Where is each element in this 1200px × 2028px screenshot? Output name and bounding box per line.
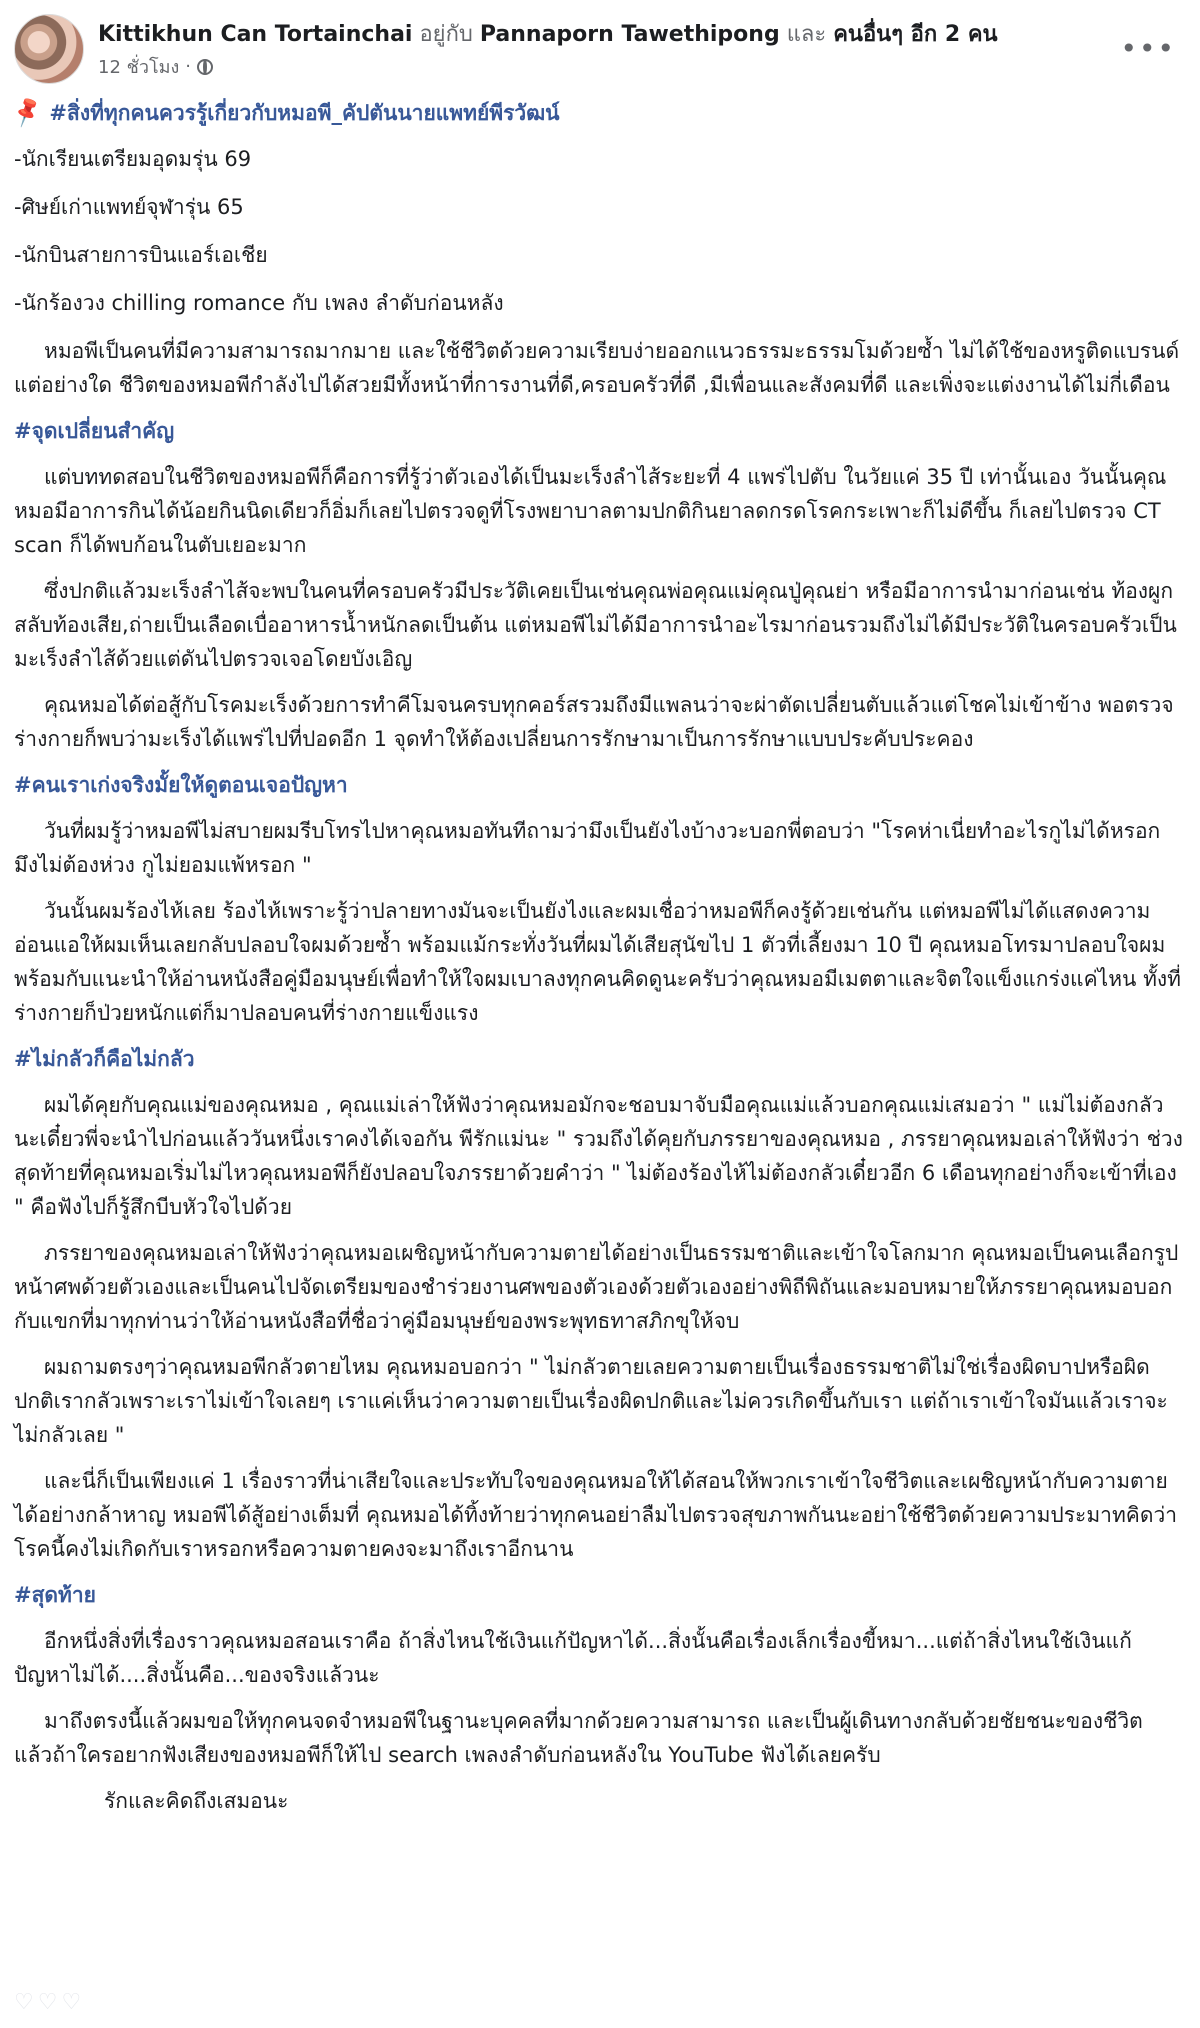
white-heart-icon: ♡ bbox=[14, 1990, 34, 2015]
paragraph: อีกหนึ่งสิ่งที่เรื่องราวคุณหมอสอนเราคือ ถ้าสิ่งไหนใช้เงินแก้ปัญหาได้...สิ่งนั้นคือเรื่องเล็กเรื่องขี้หมา...แต่ถ้าสิ่งไหนใช้เงินแก้ปัญหาไม่ได้....สิ่งนั้นคือ...ของจริงแล้วนะ bbox=[14, 1629, 1132, 1687]
pushpin-icon: 📌 bbox=[9, 95, 46, 130]
bullet-item: -นักร้องวง chilling romance กับ เพลง ลำดับก่อนหลัง bbox=[14, 291, 504, 315]
title-hashtag[interactable]: #สิ่งที่ทุกคนควรรู้เกี่ยวกับหมอพี_คัปตันนายแพทย์พีรวัฒน์ bbox=[49, 101, 560, 125]
tagged-name[interactable]: Pannaporn Tawethipong bbox=[479, 22, 780, 47]
intro-paragraph: หมอพีเป็นคนที่มีความสามารถมากมาย และใช้ชีวิตด้วยความเรียบง่ายออกแนวธรรมะธรรมโมด้วยซ้ำ ไม่ได้ใช้ของหรูติดแบรนด์แต่อย่างใด ชีวิตของหมอพีกำลังไปได้สวยมีทั้งหน้าที่การงานที่ดี,ครอบครัวที่ดี ,มีเพื่อนและสังคมที่ดี และเพิ่งจะแต่งงานได้ไม่กี่เดือน bbox=[14, 339, 1180, 397]
others-link[interactable]: คนอื่นๆ อีก 2 คน bbox=[833, 22, 998, 47]
white-heart-icon: ♡ bbox=[37, 1990, 58, 2015]
hashtag-turning-point[interactable]: #จุดเปลี่ยนสำคัญ bbox=[14, 419, 175, 443]
white-heart-icon: ♡ bbox=[61, 1990, 82, 2015]
with-text: อยู่กับ bbox=[419, 22, 473, 47]
and-text: และ bbox=[786, 22, 827, 47]
heart-emoji-row bbox=[14, 1990, 81, 2015]
post-header bbox=[14, 14, 1186, 84]
bullet-item: -นักเรียนเตรียมอุดมรุ่น 69 bbox=[14, 147, 252, 171]
bullet-item: -ศิษย์เก่าแพทย์จุฬารุ่น 65 bbox=[14, 195, 244, 219]
paragraph: ภรรยาของคุณหมอเล่าให้ฟังว่าคุณหมอเผชิญหน้ากับความตายได้อย่างเป็นธรรมชาติและเข้าใจโลกมาก คุณหมอเป็นคนเลือกรูปหน้าศพด้วยตัวเองและเป็นคนไปจัดเตรียมของชำร่วยงานศพของตัวเองด้วยตัวเองอย่างพิถีพิถันและมอบหมายให้ภรรยาคุณหมอบอกกับแขกที่มาทุกท่านว่าให้อ่านหนังสือที่ชื่อว่าคู่มือมนุษย์ของพระพุทธทาสภิกขุให้จบ bbox=[14, 1241, 1179, 1333]
separator-dot: · bbox=[185, 56, 192, 77]
paragraph: ซึ่งปกติแล้วมะเร็งลำไส้จะพบในคนที่ครอบครัวมีประวัติเคยเป็นเช่นคุณพ่อคุณแม่คุณปู่คุณย่า หรือมีอาการนำมาก่อนเช่น ท้องผูกสลับท้องเสีย,ถ่ายเป็นเลือดเบื่ออาหารน้ำหนักลดเป็นต้น แต่หมอพีไม่ได้มีอาการนำอะไรมาก่อนรวมถึงไม่ได้มีประวัติในครอบครัวเป็นมะเร็งลำไส้ด้วยแต่ดันไปตรวจเจอโดยบังเอิญ bbox=[14, 579, 1177, 671]
paragraph: ผมถามตรงๆว่าคุณหมอพีกลัวตายไหม คุณหมอบอกว่า " ไม่กลัวตายเลยความตายเป็นเรื่องธรรมชาติไม่ใช่เรื่องผิดบาปหรือผิดปกติเรากลัวเพราะเราไม่เข้าใจเลยๆ เราแค่เห็นว่าความตายเป็นเรื่องผิดปกติและไม่ควรเกิดขึ้นกับเรา แต่ถ้าเราเข้าใจมันแล้วเราจะไม่กลัวเลย " bbox=[14, 1355, 1168, 1447]
paragraph: ผมได้คุยกับคุณแม่ของคุณหมอ , คุณแม่เล่าให้ฟังว่าคุณหมอมักจะชอบมาจับมือคุณแม่แล้วบอกคุณแม่เสมอว่า " แม่ไม่ต้องกลัวนะเดี๋ยวพี่จะนำไปก่อนแล้ววันหนึ่งเราคงได้เจอกัน พีรักแม่นะ " รวมถึงได้คุยกับภรรยาของคุณหมอ , ภรรยาคุณหมอเล่าให้ฟังว่า ช่วงสุดท้ายที่คุณหมอเริ่มไม่ไหวคุณหมอพีก็ยังปลอบใจภรรยาด้วยคำว่า " ไม่ต้องร้องไห้ไม่ต้องกลัวเดี๋ยวอีก 6 เดือนทุกอย่างก็จะเข้าที่เอง " คือฟังไปก็รู้สึกบีบหัวใจไปด้วย bbox=[14, 1093, 1183, 1219]
post-title bbox=[9, 95, 1186, 130]
author-name[interactable]: Kittikhun Can Tortainchai bbox=[98, 22, 413, 47]
globe-icon bbox=[197, 59, 213, 75]
paragraph: คุณหมอได้ต่อสู้กับโรคมะเร็งด้วยการทำคีโมจนครบทุกคอร์สรวมถึงมีแพลนว่าจะผ่าตัดเปลี่ยนตับแล้วแต่โชคไม่เข้าข้าง พอตรวจร่างกายก็พบว่ามะเร็งได้แพร่ไปที่ปอดอีก 1 จุดทำให้ต้องเปลี่ยนการรักษามาเป็นการรักษาแบบประคับประคอง bbox=[14, 693, 1174, 751]
hashtag-not-afraid[interactable]: #ไม่กลัวก็คือไม่กลัว bbox=[14, 1047, 195, 1071]
hashtag-facing-problems[interactable]: #คนเราเก่งจริงมั้ยให้ดูตอนเจอปัญหา bbox=[14, 773, 348, 797]
paragraph: มาถึงตรงนี้แล้วผมขอให้ทุกคนจดจำหมอพีในฐานะบุคคลที่มากด้วยความสามารถ และเป็นผู้เดินทางกลับด้วยชัยชนะของชีวิต แล้วถ้าใครอยากฟังเสียงของหมอพีก็ให้ไป search เพลงลำดับก่อนหลังใน YouTube ฟังได้เลยครับ bbox=[14, 1709, 1143, 1767]
avatar[interactable] bbox=[14, 14, 84, 84]
post-content bbox=[9, 95, 1186, 1830]
post-time[interactable]: 12 ชั่วโมง bbox=[98, 57, 180, 78]
more-options-button[interactable]: ••• bbox=[1120, 32, 1176, 65]
paragraph: วันที่ผมรู้ว่าหมอพีไม่สบายผมรีบโทรไปหาคุณหมอทันทีถามว่ามึงเป็นยังไงบ้างวะบอกพี่ตอบว่า "โรคห่าเนี่ยทำอะไรกูไม่ได้หรอก มึงไม่ต้องห่วง กูไม่ยอมแพ้หรอก " bbox=[14, 819, 1161, 877]
post-meta bbox=[98, 52, 213, 81]
bullet-item: -นักบินสายการบินแอร์เอเชีย bbox=[14, 243, 268, 267]
hashtag-finally[interactable]: #สุดท้าย bbox=[14, 1583, 96, 1607]
signoff-text: รักและคิดถึงเสมอนะ bbox=[104, 1789, 289, 1813]
paragraph: แต่บททดสอบในชีวิตของหมอพีก็คือการที่รู้ว่าตัวเองได้เป็นมะเร็งลำไส้ระยะที่ 4 แพร่ไปตับ ในวัยแค่ 35 ปี เท่านั้นเอง วันนั้นคุณหมอมีอาการกินได้น้อยกินนิดเดียวก็อิ่มก็เลยไปตรวจดูที่โรงพยาบาลตามปกติกินยาลดกรดโรคกระเพาะก็ไม่ดีขึ้น ก็เลยไปตรวจ CT scan ก็ได้พบก้อนในตับเยอะมาก bbox=[14, 465, 1167, 557]
paragraph: และนี่ก็เป็นเพียงแค่ 1 เรื่องราวที่น่าเสียใจและประทับใจของคุณหมอให้ได้สอนให้พวกเราเข้าใจชีวิตและเผชิญหน้ากับความตายได้อย่างกล้าหาญ หมอพีได้สู้อย่างเต็มที่ คุณหมอได้ทิ้งท้ายว่าทุกคนอย่าลืมไปตรวจสุขภาพกันนะอย่าใช้ชีวิตด้วยความประมาทคิดว่าโรคนี้คงไม่เกิดกับเราหรอกหรือความตายคงจะมาถึงเราอีกนาน bbox=[14, 1469, 1178, 1561]
paragraph: วันนั้นผมร้องไห้เลย ร้องไห้เพราะรู้ว่าปลายทางมันจะเป็นยังไงและผมเชื่อว่าหมอพีก็คงรู้ด้วยเช่นกัน แต่หมอพีไม่ได้แสดงความอ่อนแอให้ผมเห็นเลยกลับปลอบใจผมด้วยซ้ำ พร้อมแม้กระทั่งวันที่ผมได้เสียสุนัขไป 1 ตัวที่เลี้ยงมา 10 ปี คุณหมอโทรมาปลอบใจผมพร้อมกับแนะนำให้อ่านหนังสือคู่มือมนุษย์เพื่อทำให้ใจผมเบาลงทุกคนคิดดูนะครับว่าคุณหมอมีเมตตาและจิตใจแข็งแกร่งแค่ไหน ทั้งที่ร่างกายก็ป่วยหนักแต่ก็มาปลอบคนที่ร่างกายแข็งแรง bbox=[14, 899, 1182, 1025]
author-line bbox=[98, 16, 998, 51]
